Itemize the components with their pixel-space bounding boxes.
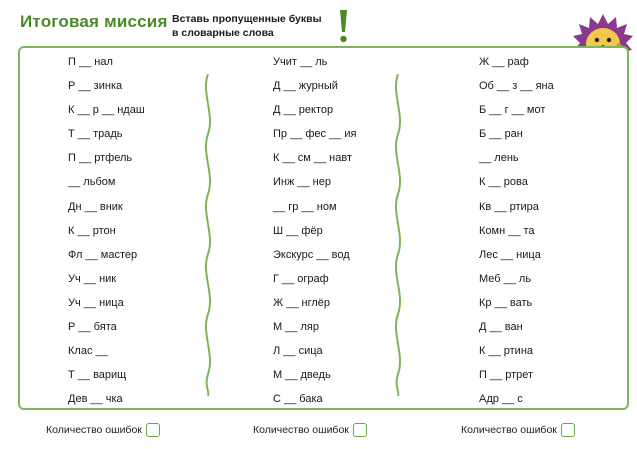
error-count-1 [46,420,160,440]
instructions-line-1: Вставь пропущенные буквы [172,13,322,25]
word-item: Об __ з __ яна [479,80,554,93]
word-item: Ш __ фёр [273,224,323,237]
word-list-card [18,46,629,410]
word-item: Лес __ ница [479,248,541,261]
word-item: Уч __ ник [68,272,117,285]
word-column-3 [479,50,554,411]
instructions-line-2: в словарные слова [172,27,274,39]
word-item: Ж __ нглёр [273,296,331,309]
word-item: К __ рова [479,176,528,189]
page-title: Итоговая миссия [20,12,168,31]
exclamation-icon [336,8,350,44]
instructions [172,12,322,40]
word-item: К __ ртон [68,224,116,237]
word-item: П __ ртфель [68,152,133,165]
word-item: Р __ зинка [68,80,123,93]
word-item: Б __ г __ мот [479,104,546,117]
word-item: Б __ ран [479,128,523,141]
word-item: Л __ сица [273,345,323,358]
word-item: Клас __ [68,345,108,358]
word-column-1 [68,50,145,411]
word-item: Кр __ вать [479,296,533,309]
word-item: Инж __ нер [273,176,331,189]
word-item: __ гр __ ном [273,200,337,213]
word-item: Дев __ чка [68,393,123,406]
error-count-label: Количество ошибок [461,424,557,436]
error-count-3 [461,420,575,440]
word-item: Д __ ректор [273,104,334,117]
error-count-label: Количество ошибок [46,424,142,436]
word-item: __ льбом [68,176,116,189]
word-item: Д __ журный [273,80,338,93]
error-count-checkbox[interactable] [146,423,160,437]
word-item: __ лень [479,152,519,165]
word-column-2 [273,50,357,411]
word-item: Р __ бята [68,321,117,334]
word-item: Меб __ ль [479,272,532,285]
word-item: Д __ ван [479,321,523,334]
word-item: П __ ртрет [479,369,534,382]
word-item: К __ р __ ндаш [68,104,145,117]
wavy-divider [391,74,405,396]
wavy-divider [201,74,215,396]
word-item: Ж __ раф [479,56,529,68]
word-item: Фл __ мастер [68,248,138,261]
word-item: Дн __ вник [68,200,123,213]
word-item: Уч __ ница [68,296,124,309]
word-item: М __ ляр [273,321,320,334]
error-count-2 [253,420,367,440]
word-item: Экскурс __ вод [273,248,350,261]
word-item: К __ см __ навт [273,152,352,165]
error-count-checkbox[interactable] [561,423,575,437]
word-item: С __ бака [273,393,323,406]
word-item: Адр __ с [479,393,523,406]
word-item: Пр __ фес __ ия [273,128,357,141]
word-item: К __ ртина [479,345,534,358]
word-item: Т __ традь [68,128,123,141]
word-item: Учит __ ль [273,56,328,68]
word-item: Т __ варищ [68,369,127,382]
word-item: Г __ ограф [273,272,329,285]
word-item: П __ нал [68,56,113,68]
word-item: Кв __ ртира [479,200,539,213]
error-count-checkbox[interactable] [353,423,367,437]
word-item: М __ дведь [273,369,331,382]
word-item: Комн __ та [479,224,535,237]
error-count-label: Количество ошибок [253,424,349,436]
